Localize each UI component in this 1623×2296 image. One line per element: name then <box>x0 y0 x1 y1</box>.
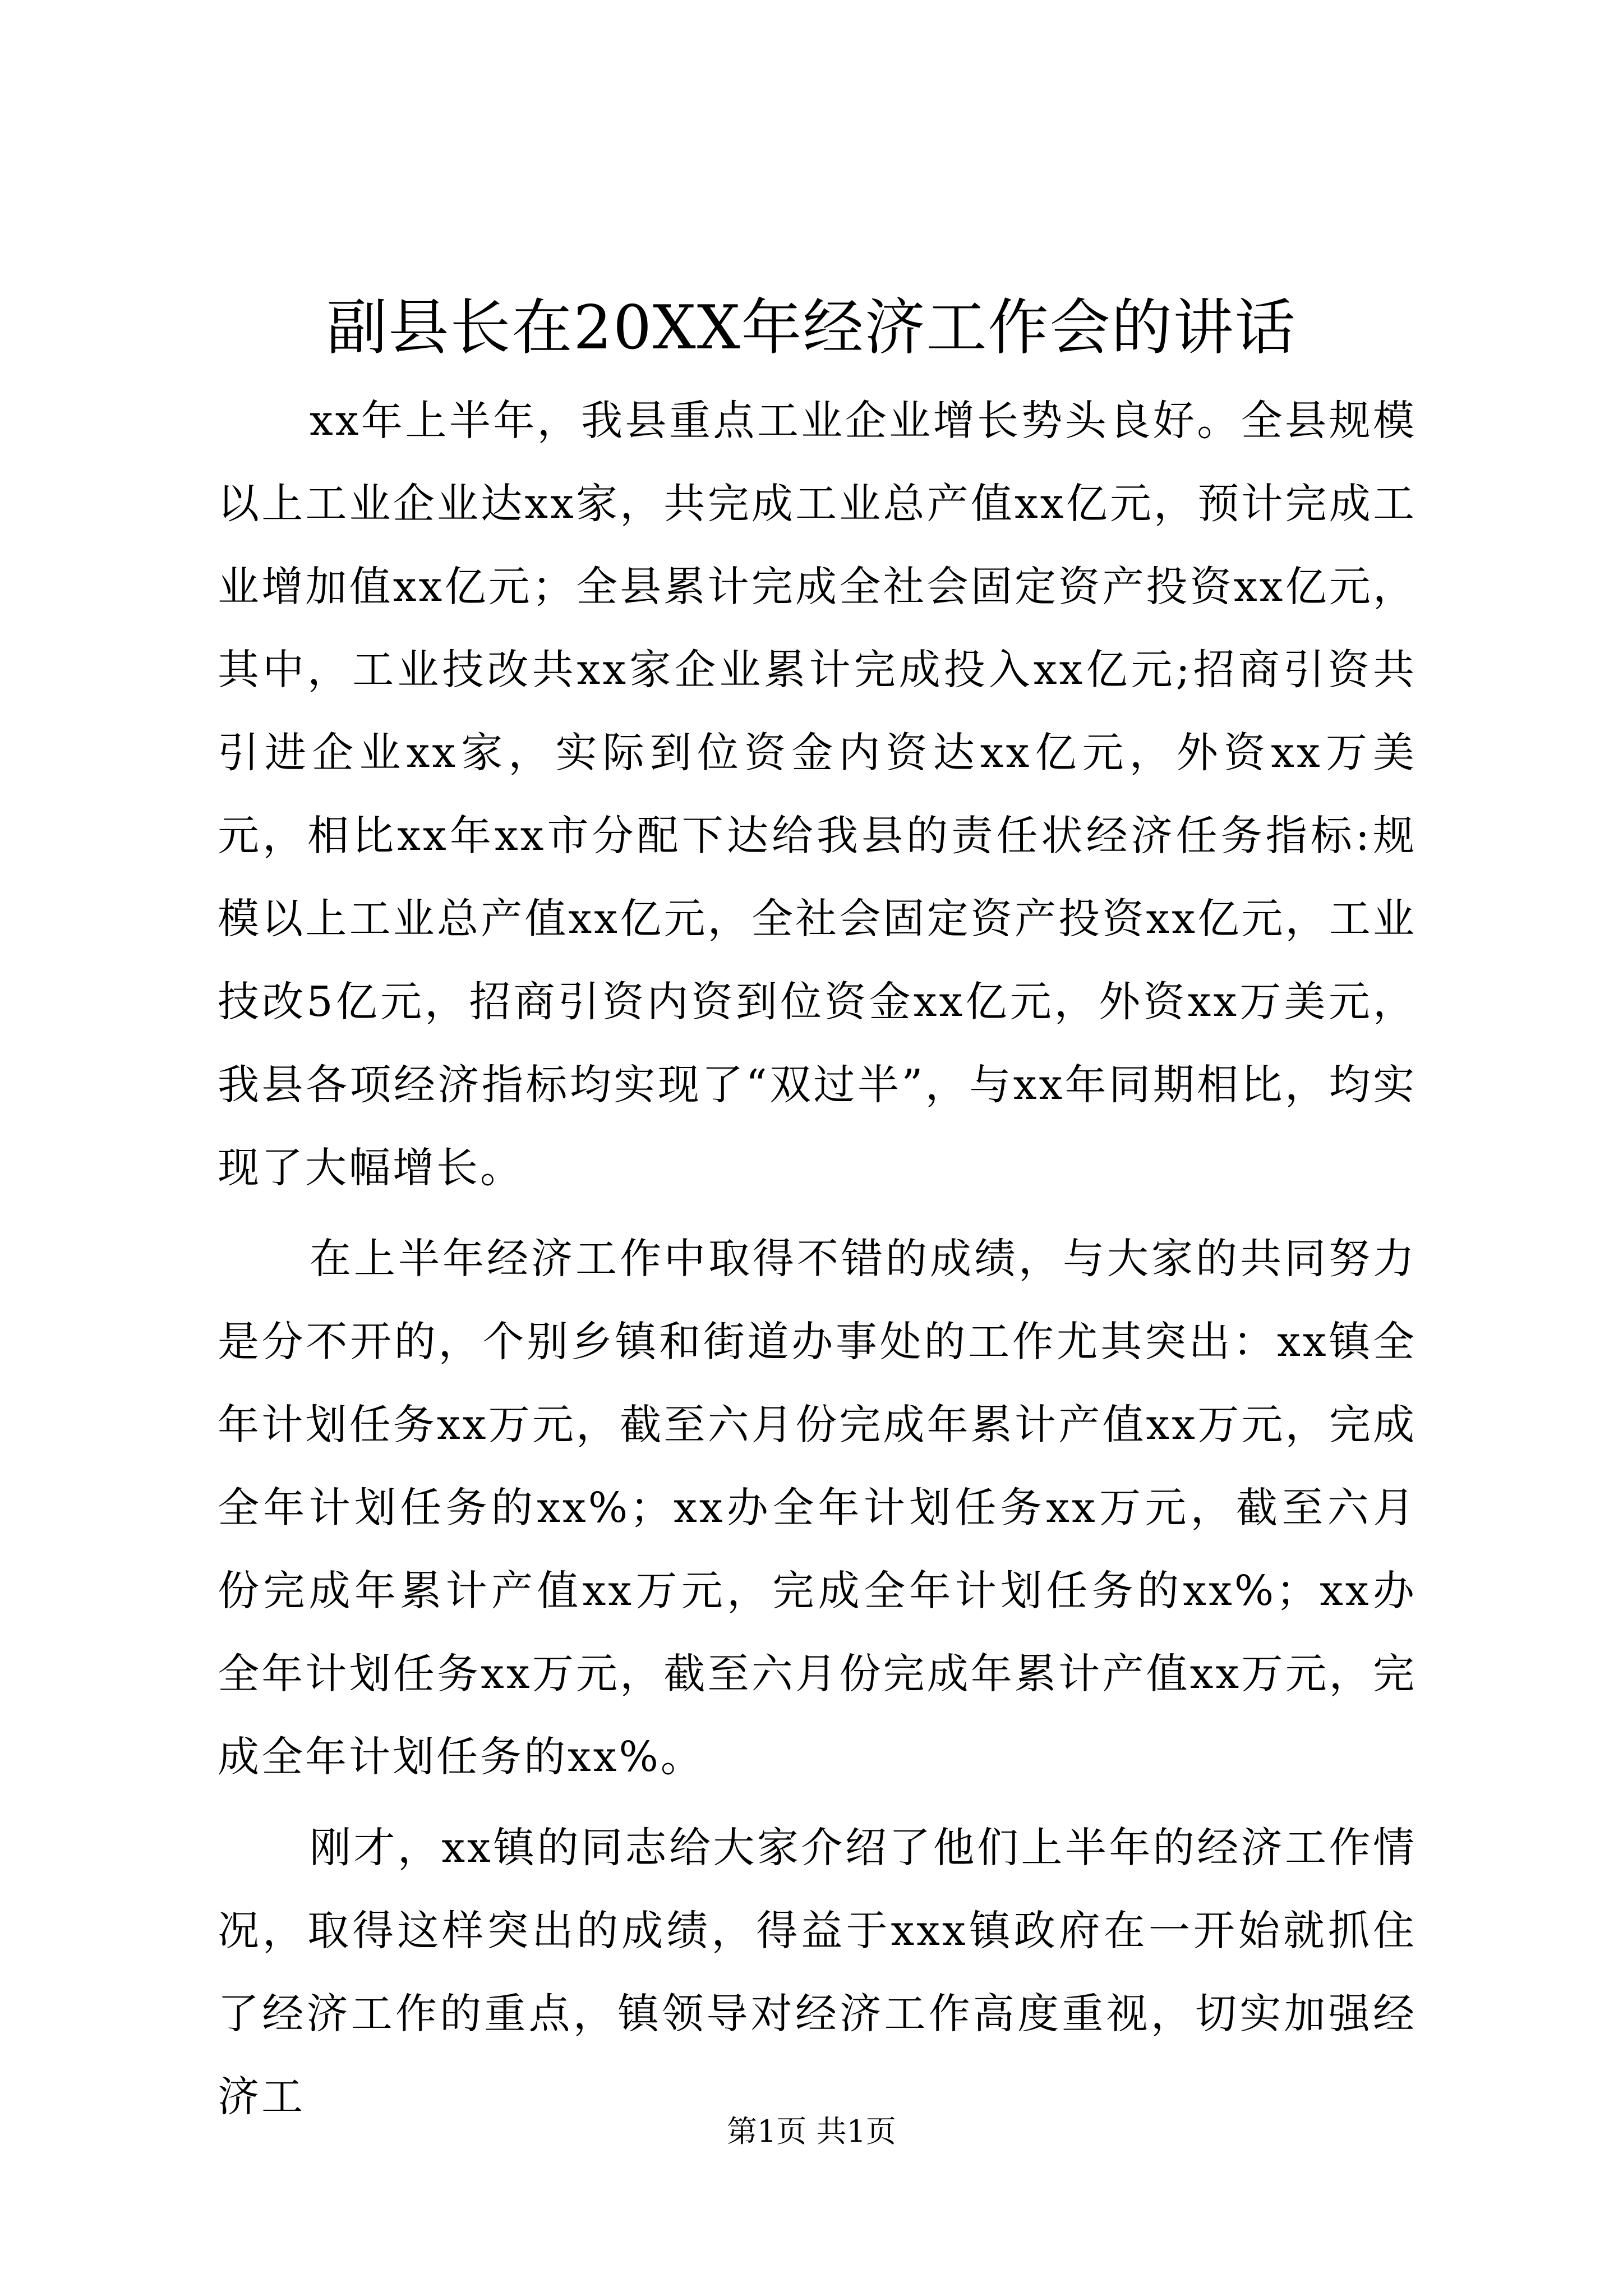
document-title: 副县长在20XX年经济工作会的讲话 <box>326 293 1297 363</box>
page-footer: 第1页 共1页 <box>727 2114 896 2149</box>
document-body <box>218 379 1417 2138</box>
paragraph-3: 刚才，xx镇的同志给大家介绍了他们上半年的经济工作情况，取得这样突出的成绩，得益于xxx镇政府在一开始就抓住了经济工作的重点，镇领导对经济工作高度重视，切实加强经济工 <box>218 1824 1417 2121</box>
paragraph-2: 在上半年经济工作中取得不错的成绩，与大家的共同努力是分不开的，个别乡镇和街道办事处的工作尤其突出：xx镇全年计划任务xx万元，截至六月份完成年累计产值xx万元，完成全年计划任务的xx%；xx办全年计划任务xx万元，截至六月份完成年累计产值xx万元，完成全年计划任务的xx%；xx办全年计划任务xx万元，截至六月份完成年累计产值xx万元，完成全年计划任务的xx%。 <box>218 1235 1417 1781</box>
paragraph-1: xx年上半年，我县重点工业企业增长势头良好。全县规模以上工业企业达xx家，共完成工业总产值xx亿元，预计完成工业增加值xx亿元；全县累计完成全社会固定资产投资xx亿元，其中，工业技改共xx家企业累计完成投入xx亿元;招商引资共引进企业xx家，实际到位资金内资达xx亿元，外资xx万美元，相比xx年xx市分配下达给我县的责任状经济任务指标:规模以上工业总产值xx亿元，全社会固定资产投资xx亿元，工业技改5亿元，招商引资内资到位资金xx亿元，外资xx万美元，我县各项经济指标均实现了“双过半”，与xx年同期相比，均实现了大幅增长。 <box>218 397 1417 1192</box>
